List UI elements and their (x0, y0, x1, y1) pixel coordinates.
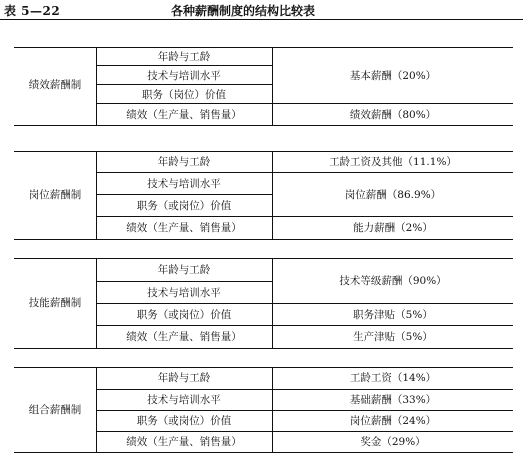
system-name: 技能薪酬制 (28, 297, 82, 309)
block-position-pay (14, 151, 513, 241)
pay-component: 岗位薪酬（86.9%） (344, 189, 442, 201)
factor-age-seniority: 年龄与工龄 (157, 156, 211, 168)
factor-skill-training: 技术与培训水平 (147, 394, 221, 406)
factor-performance: 绩效（生产量、销售量） (126, 222, 242, 234)
pay-component: 能力薪酬（2%） (353, 222, 433, 234)
block-combined-pay (14, 367, 513, 455)
factor-age-seniority: 年龄与工龄 (157, 264, 211, 276)
factor-skill-training: 技术与培训水平 (147, 178, 221, 190)
factor-age-seniority: 年龄与工龄 (157, 51, 211, 63)
factor-performance: 绩效（生产量、销售量） (126, 331, 242, 343)
pay-component: 基本薪酬（20%） (349, 70, 437, 82)
factor-age-seniority: 年龄与工龄 (157, 372, 211, 384)
factor-position-value: 职务（或岗位）价值 (136, 200, 232, 212)
table-header (0, 0, 523, 20)
factor-skill-training: 技术与培训水平 (147, 287, 221, 299)
pay-component: 工龄工资及其他（11.1%） (329, 156, 457, 168)
system-name: 组合薪酬制 (28, 404, 82, 416)
block-performance-pay (14, 47, 513, 127)
table-number: 表 5—22 (4, 4, 61, 18)
pay-component: 工龄工资（14%） (349, 372, 437, 384)
factor-performance: 绩效（生产量、销售量） (126, 436, 242, 448)
pay-component: 绩效薪酬（80%） (349, 109, 437, 121)
pay-component: 生产津贴（5%） (353, 331, 433, 343)
factor-position-value: 职务（或岗位）价值 (136, 415, 232, 427)
pay-component: 基础薪酬（33%） (349, 394, 437, 406)
system-name: 岗位薪酬制 (28, 189, 82, 201)
factor-position-value: 职务（或岗位）价值 (136, 309, 232, 321)
pay-component: 技术等级薪酬（90%） (339, 275, 447, 287)
factor-position-value: 职务（岗位）价值 (142, 89, 226, 101)
table-title: 各种薪酬制度的结构比较表 (171, 4, 316, 18)
block-skill-pay (14, 258, 513, 350)
factor-performance: 绩效（生产量、销售量） (126, 109, 242, 121)
pay-component: 奖金（29%） (360, 436, 426, 448)
header-rule (0, 19, 523, 20)
factor-skill-training: 技术与培训水平 (147, 70, 221, 82)
pay-component: 职务津贴（5%） (353, 309, 433, 321)
pay-component: 岗位薪酬（24%） (349, 415, 437, 427)
system-name: 绩效薪酬制 (28, 79, 82, 91)
